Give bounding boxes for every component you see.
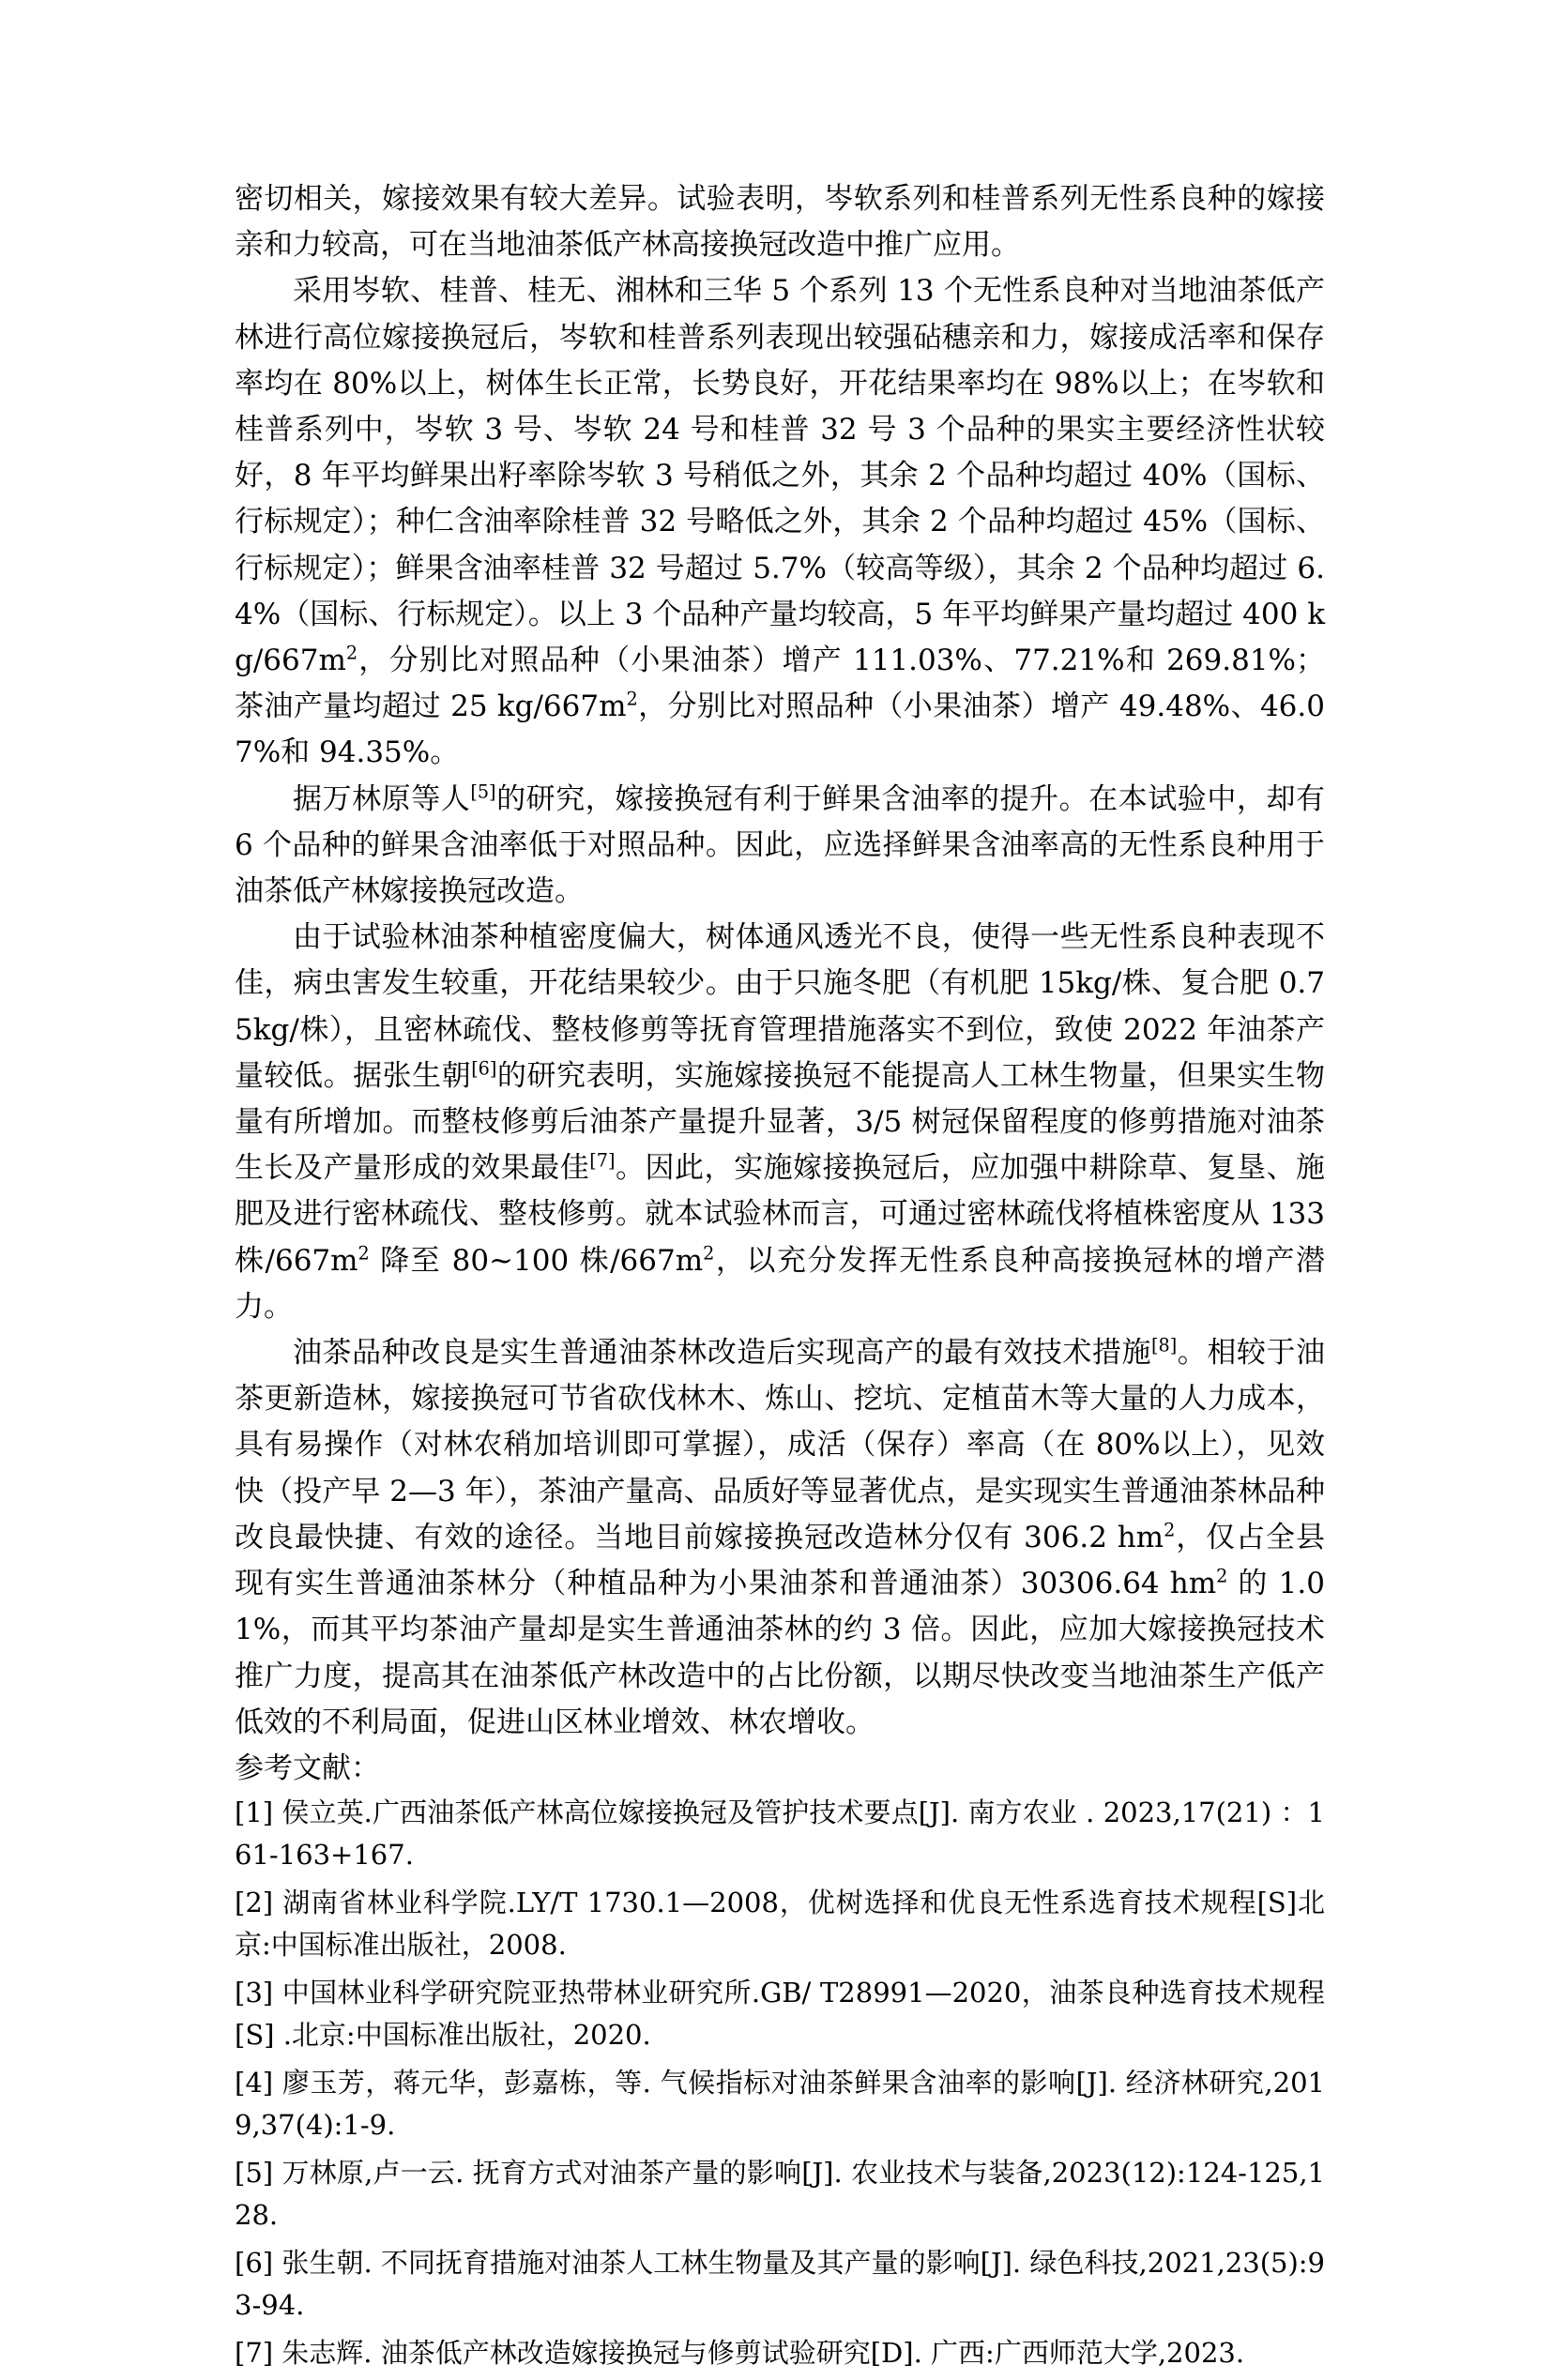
citation-marker: [6] (471, 1057, 497, 1080)
paragraph-text: ，分别比对照品种（小果油茶）增产 49.48%、46.07%和 94.35%。 (235, 690, 1325, 770)
paragraph-text: 据万林原等人 (293, 781, 471, 816)
paragraph-text: 。相较于油茶更新造林，嫁接换冠可节省砍伐林木、炼山、挖坑、定植苗木等大量的人力成本，具有易操作（对林农稍加培训即可掌握），成活（保存）率高（在 80%以上），见效快（投产早 2—3 年），茶油产量高、品质好等显著优点，是实现实生普通油茶林品种改良最快捷、有效的途径。当地目前嫁接换冠改造林分仅有 306.2 hm (235, 1336, 1325, 1554)
paragraph-text: 。因此，实施嫁接换冠后，应加强中耕除草、复垦、施肥及进行密林疏伐、整枝修剪。就本试验林而言，可通过密林疏伐将植株密度从 133 株/667m (235, 1151, 1325, 1278)
reference-item-5: [5] 万林原,卢一云. 抚育方式对油茶产量的影响[J]. 农业技术与装备,2023(12):124-125,128. (235, 2157, 1325, 2232)
superscript: 2 (703, 1242, 715, 1265)
superscript: 2 (626, 688, 638, 710)
paragraph-text: ，以充分发挥无性系良种高接换冠林的增产潜力。 (235, 1243, 1325, 1324)
references-heading: 参考文献： (235, 1751, 380, 1785)
reference-item-1: [1] 侯立英.广西油茶低产林高位嫁接换冠及管护技术要点[J]. 南方农业 . 2023,17(21) ：161-163+167. (235, 1796, 1325, 1872)
paragraph-text: 由于试验林油茶种植密度偏大，树体通风透光不良，使得一些无性系良种表现不佳，病虫害发生较重，开花结果较少。由于只施冬肥（有机肥 15kg/株、复合肥 0.75kg/株），且密林疏伐、整枝修剪等抚育管理措施落实不到位，致使 2022 年油茶产量较低。据张生朝 (235, 920, 1325, 1093)
reference-item-7: [7] 朱志辉. 油茶低产林改造嫁接换冠与修剪试验研究[D]. 广西:广西师范大学,2023. (235, 2337, 1245, 2370)
paragraph-results (235, 268, 1325, 776)
paragraph-continuation (235, 176, 1325, 268)
paragraph-text: 的研究，嫁接换冠有利于鲜果含油率的提升。在本试验中，却有 6 个品种的鲜果含油率低于对照品种。因此，应选择鲜果含油率高的无性系良种用于油茶低产林嫁接换冠改造。 (235, 781, 1326, 909)
paragraph-text: 油茶品种改良是实生普通油茶林改造后实现高产的最有效技术措施 (293, 1336, 1152, 1371)
paragraph-text: 的 1.01%，而其平均茶油产量却是实生普通油茶林的约 3 倍。因此，应加大嫁接换冠技术推广力度，提高其在油茶低产林改造中的占比份额，以期尽快改变当地油茶生产低产低效的不利局面，促进山区林业增效、林农增收。 (235, 1567, 1325, 1739)
paragraph-oil-content (235, 777, 1325, 916)
paragraph-text: ，分别比对照品种（小果油茶）增产 111.03%、77.21%和 269.81%；茶油产量均超过 25 kg/667m (235, 644, 1325, 724)
reference-item-2: [2] 湖南省林业科学院.LY/T 1730.1—2008，优树选择和优良无性系选育技术规程[S]北京:中国标准出版社，2008. (235, 1887, 1325, 1962)
paragraph-management (235, 915, 1325, 1330)
reference-item-6: [6] 张生朝. 不同抚育措施对油茶人工林生物量及其产量的影响[J]. 绿色科技,2021,23(5):93-94. (235, 2247, 1325, 2322)
paragraph-text: 的研究表明，实施嫁接换冠不能提高人工林生物量，但果实生物量有所增加。而整枝修剪后油茶产量提升显著，3/5 树冠保留程度的修剪措施对油茶生长及产量形成的效果最佳 (235, 1058, 1326, 1186)
citation-marker: [7] (589, 1149, 616, 1172)
paragraph-text: 降至 80~100 株/667m (369, 1243, 704, 1278)
superscript: 2 (1216, 1565, 1228, 1587)
superscript: 2 (1164, 1519, 1176, 1541)
paragraph-conclusion (235, 1330, 1325, 1746)
citation-marker: [5] (470, 781, 496, 803)
superscript: 2 (345, 642, 358, 664)
superscript: 2 (358, 1242, 370, 1265)
reference-item-3: [3] 中国林业科学研究院亚热带林业研究所.GB/ T28991—2020，油茶良种选育技术规程[S] .北京:中国标准出版社，2020. (235, 1977, 1325, 2052)
paragraph-text: 采用岑软、桂普、桂无、湘林和三华 5 个系列 13 个无性系良种对当地油茶低产林进行高位嫁接换冠后，岑软和桂普系列表现出较强砧穗亲和力，嫁接成活率和保存率均在 80%以上，树体生长正常，长势良好，开花结果率均在 98%以上；在岑软和桂普系列中，岑软 3 号、岑软 24 号和桂普 32 号 3 个品种的果实主要经济性状较好，8 年平均鲜果出籽率除岑软 3 号稍低之外，其余 2 个品种均超过 40%（国标、行标规定）；种仁含油率除桂普 32 号略低之外，其余 2 个品种均超过 45%（国标、行标规定）；鲜果含油率桂普 32 号超过 5.7%（较高等级），其余 2 个品种均超过 6.4%（国标、行标规定）。以上 3 个品种产量均较高，5 年平均鲜果产量均超过 400 kg/667m (235, 274, 1325, 678)
document-body (235, 176, 1325, 2380)
paragraph-text: ，仅占全县现有实生普通油茶林分（种植品种为小果油茶和普通油茶）30306.64 hm (235, 1520, 1325, 1601)
reference-item-4: [4] 廖玉芳，蒋元华，彭嘉栋，等. 气候指标对油茶鲜果含油率的影响[J]. 经济林研究,2019,37(4):1-9. (235, 2067, 1325, 2142)
citation-marker: [8] (1151, 1334, 1178, 1357)
reference-list (235, 1792, 1325, 2374)
paragraph-text: 密切相关，嫁接效果有较大差异。试验表明，岑软系列和桂普系列无性系良种的嫁接亲和力较高，可在当地油茶低产林高接换冠改造中推广应用。 (235, 182, 1325, 263)
